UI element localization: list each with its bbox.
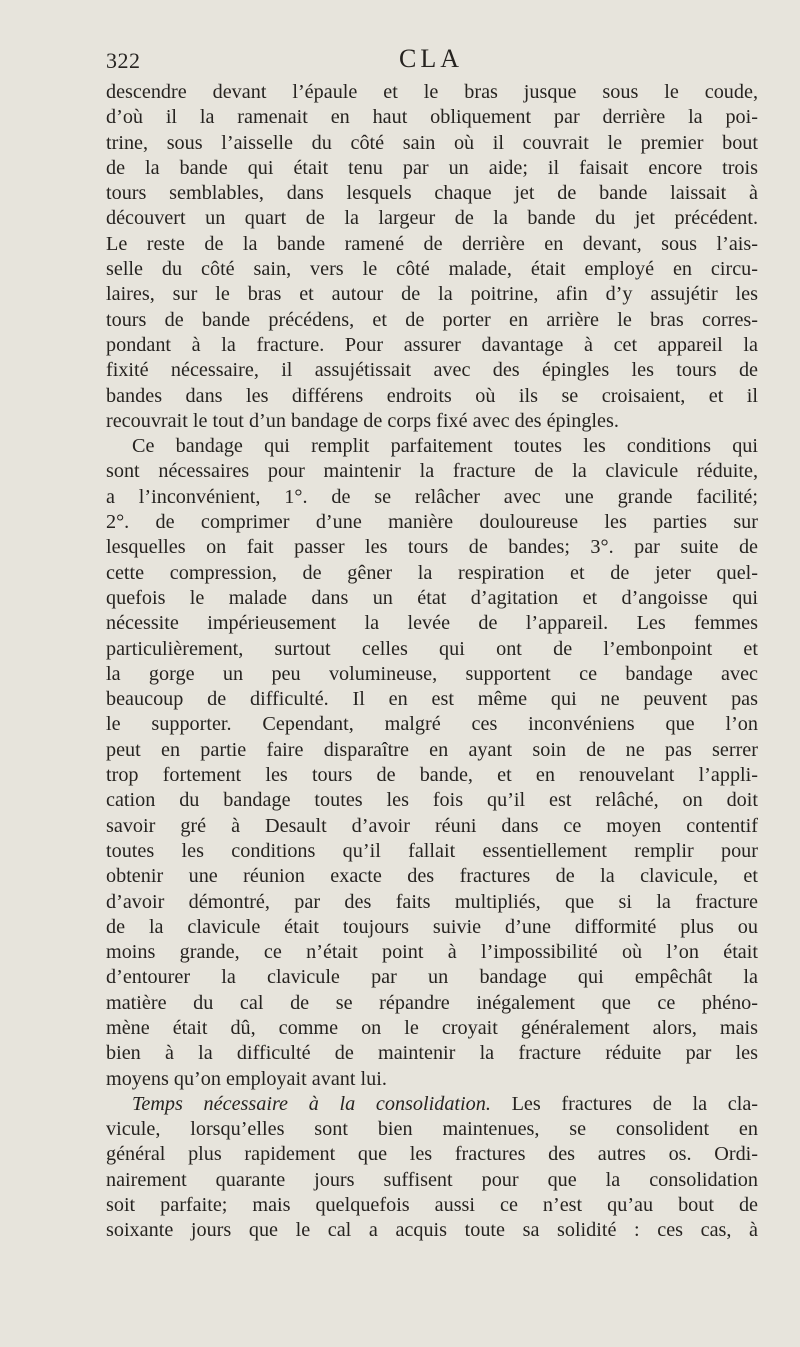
text-line: cation du bandage toutes les fois qu’il est relâché, on doit — [106, 789, 758, 812]
text-line: bandes dans les différens endroits où ils se croisaient, et il — [106, 384, 758, 407]
text-line: tours de bande précédens, et de porter en arrière le bras corres- — [106, 308, 758, 331]
text-line: soit parfaite; mais quelquefois aussi ce n’est qu’au bout de — [106, 1194, 758, 1217]
text-line: nairement quarante jours suffisent pour que la consolidation — [106, 1168, 758, 1191]
page-number: 322 — [106, 48, 141, 73]
text-line: recouvrait le tout d’un bandage de corps fixé avec des épingles. — [106, 409, 619, 432]
text-line: le supporter. Cependant, malgré ces inconvéniens que l’on — [106, 713, 758, 736]
text-line: lesquelles on fait passer les tours de bandes; 3°. par suite de — [106, 536, 758, 559]
text-line: beaucoup de difficulté. Il en est même qui ne peuvent pas — [106, 688, 758, 711]
text-line: moins grande, ce n’était point à l’impossibilité où l’on était — [106, 941, 758, 964]
text-line: 2°. de comprimer d’une manière douloureuse les parties sur — [106, 511, 758, 534]
text-line: peut en partie faire disparaître en ayant soin de ne pas serrer — [106, 738, 758, 761]
text-line: de la bande qui était tenu par un aide; il faisait encore trois — [106, 156, 758, 179]
text-line: savoir gré à Desault d’avoir réuni dans ce moyen contentif — [106, 814, 758, 837]
text-line: mène était dû, comme on le croyait généralement alors, mais — [106, 1016, 758, 1039]
text-line: trine, sous l’aisselle du côté sain où il couvrait le premier bout — [106, 131, 758, 154]
text-line: trop fortement les tours de bande, et en renouvelant l’appli- — [106, 764, 758, 787]
text-line: toutes les conditions qu’il fallait essentiellement remplir pour — [106, 839, 758, 862]
text-line: obtenir une réunion exacte des fractures de la clavicule, et — [106, 865, 758, 888]
heading-line-text: Les fractures de la cla- — [511, 1092, 758, 1115]
text-line: descendre devant l’épaule et le bras jusque sous le coude, — [106, 81, 758, 103]
text-line: découvert un quart de la largeur de la bande du jet précédent. — [106, 207, 758, 230]
italic-heading: Temps nécessaire à la consolidation. — [132, 1092, 491, 1115]
text-line: nécessite impérieusement la levée de l’appareil. Les femmes — [106, 612, 758, 635]
text-line: moyens qu’on employait avant lui. — [106, 1067, 387, 1090]
text-line: bien à la difficulté de maintenir la fracture réduite par les — [106, 1042, 758, 1065]
text-line: quefois le malade dans un état d’agitation et d’angoisse qui — [106, 586, 758, 609]
text-line: particulièrement, surtout celles qui ont de l’embonpoint et — [106, 637, 758, 660]
text-line: fixité nécessaire, il assujétissait avec des épingles les tours de — [106, 359, 758, 382]
text-line: Ce bandage qui remplit parfaitement toutes les conditions qui — [132, 435, 758, 458]
text-line: cette compression, de gêner la respiration et de jeter quel- — [106, 561, 758, 584]
text-line: selle du côté sain, vers le côté malade, était employé en circu- — [106, 258, 758, 281]
text-line: laires, sur le bras et autour de la poitrine, afin d’y assujétir les — [106, 283, 758, 306]
page-header — [106, 42, 756, 78]
text-line: pondant à la fracture. Pour assurer davantage à cet appareil la — [106, 333, 758, 356]
text-line: d’avoir démontré, par des faits multipliés, que si la fracture — [106, 890, 758, 913]
text-line: matière du cal de se répandre inégalement que ce phéno- — [106, 991, 758, 1014]
text-line: soixante jours que le cal a acquis toute sa solidité : ces cas, à — [106, 1219, 758, 1242]
text-line-with-heading — [106, 1092, 758, 1117]
text-line: général plus rapidement que les fractures des autres os. Ordi- — [106, 1143, 758, 1166]
body-text — [106, 80, 758, 1244]
text-line: d’entourer la clavicule par un bandage qui empêchât la — [106, 966, 758, 989]
text-line: de la clavicule était toujours suivie d’une difformité plus ou — [106, 915, 758, 938]
text-line: vicule, lorsqu’elles sont bien maintenues, se consolident en — [106, 1118, 758, 1141]
text-line: d’où il la ramenait en haut obliquement par derrière la poi- — [106, 106, 758, 129]
text-line: Le reste de la bande ramené de derrière en devant, sous l’ais- — [106, 232, 758, 255]
text-line: sont nécessaires pour maintenir la fracture de la clavicule réduite, — [106, 460, 758, 483]
text-line: a l’inconvénient, 1°. de se relâcher avec une grande facilité; — [106, 485, 758, 508]
text-line: tours semblables, dans lesquels chaque jet de bande laissait à — [106, 182, 758, 205]
text-line: la gorge un peu volumineuse, supportent ce bandage avec — [106, 662, 758, 685]
running-head: CLA — [399, 44, 463, 73]
